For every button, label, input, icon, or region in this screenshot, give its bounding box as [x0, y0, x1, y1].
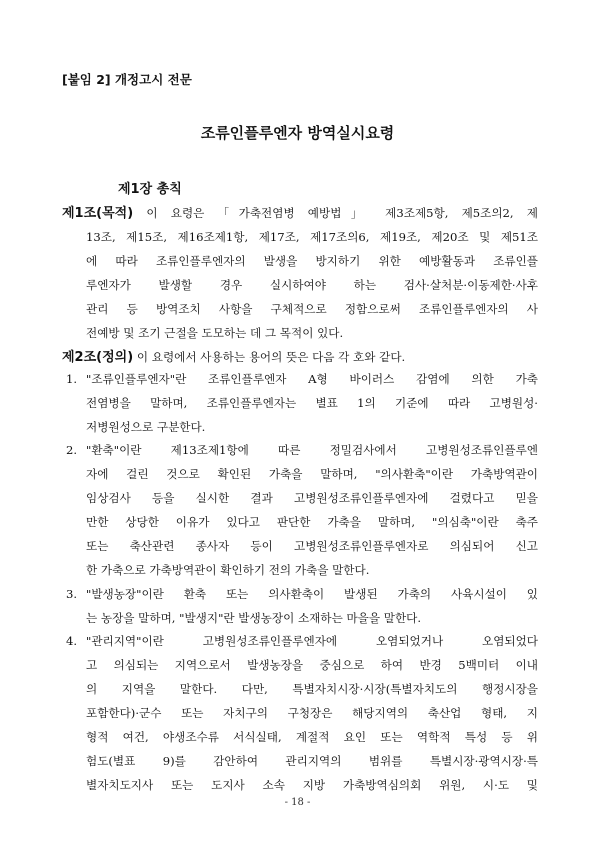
article-1-line: 루엔자가 발생할 경우 실시하여야 하는 검사·살처분·이동제한·사후	[86, 278, 538, 292]
article-2-intro: 이 요령에서 사용하는 용어의 뜻은 다음 각 호와 같다.	[136, 350, 406, 364]
chapter-title: 제1장 총칙	[118, 182, 182, 197]
item-line: 자에 걸린 것으로 확인된 가축을 말하며, "의사환축"이란 가축방역관이	[86, 467, 538, 481]
item-line: "환축"이란 제13조제1항에 따른 정밀검사에서 고병원성조류인플루엔	[86, 443, 538, 457]
article-1-label: 제1조(목적)	[62, 206, 134, 221]
item-line: 의 지역을 말한다. 다만, 특별자치시장·시장(특별자치도의 행정시장을	[86, 682, 538, 696]
article-1-line: 전예방 및 조기 근절을 도모하는 데 그 목적이 있다.	[86, 326, 344, 340]
item-line: 임상검사 등을 실시한 결과 고병원성조류인플루엔자에 걸렸다고 믿을	[86, 491, 538, 505]
item-line: 는 농장을 말하며, "발생지"란 발생농장이 소재하는 마을을 말한다.	[86, 611, 422, 625]
item-line: 또는 축산관련 종사자 등이 고병원성조류인플루엔자로 의심되어 신고	[86, 539, 538, 553]
item-line: 한 가축으로 가축방역관이 확인하기 전의 가축을 말한다.	[86, 563, 370, 577]
item-line: 형적 여건, 야생조수류 서식실태, 계절적 요인 또는 역학적 특성 등 위	[86, 730, 538, 744]
item-number: 3.	[66, 587, 78, 601]
item-line: 포함한다)·군수 또는 자치구의 구청장은 해당지역의 축산업 형태, 지	[86, 706, 538, 720]
item-line: 만한 상당한 이유가 있다고 판단한 가축을 말하며, "의심축"이란 축주	[86, 515, 538, 529]
item-number: 2.	[66, 443, 78, 457]
item-line: 별자치도지사 또는 도지사 소속 지방 가축방역심의회 위원, 시·도 및	[86, 778, 538, 792]
article-1-line: 에 따라 조류인플루엔자의 발생을 방지하기 위한 예방활동과 조류인플	[86, 254, 538, 268]
document-title: 조류인플루엔자 방역실시요령	[200, 124, 395, 142]
item-line: "발생농장"이란 환축 또는 의사환축이 발생된 가축의 사육시설이 있	[86, 587, 538, 601]
item-line: 고 의심되는 지역으로서 발생농장을 중심으로 하여 반경 5백미터 이내	[86, 658, 538, 672]
item-line: "관리지역"이란 고병원성조류인플루엔자에 오염되었거나 오염되었다	[86, 634, 538, 648]
article-1-line: 이 요령은 「가축전염병 예방법」 제3조제5항, 제5조의2, 제	[146, 206, 538, 220]
item-line: "조류인플루엔자"란 조류인플루엔자 A형 바이러스 감염에 의한 가축	[86, 372, 538, 386]
article-2-first-line	[62, 349, 538, 366]
page-number: - 18 -	[284, 797, 311, 808]
item-line: 전염병을 말하며, 조류인플루엔자는 별표 1의 기준에 따라 고병원성·	[86, 396, 538, 410]
item-line: 저병원성으로 구분한다.	[86, 420, 206, 434]
article-2-label: 제2조(정의)	[62, 350, 134, 365]
item-number: 4.	[66, 634, 78, 648]
item-line: 험도(별표 9)를 감안하여 관리지역의 범위를 특별시장·광역시장·특	[86, 754, 538, 768]
article-1-line: 관리 등 방역조치 사항을 구체적으로 정함으로써 조류인플루엔자의 사	[86, 302, 538, 316]
item-number: 1.	[66, 372, 78, 386]
article-1-line: 13조, 제15조, 제16조제1항, 제17조, 제17조의6, 제19조, 제20조 및 제51조	[86, 230, 538, 244]
attachment-heading: [붙임 2] 개정고시 전문	[62, 72, 192, 87]
article-1-first-line	[62, 205, 538, 222]
